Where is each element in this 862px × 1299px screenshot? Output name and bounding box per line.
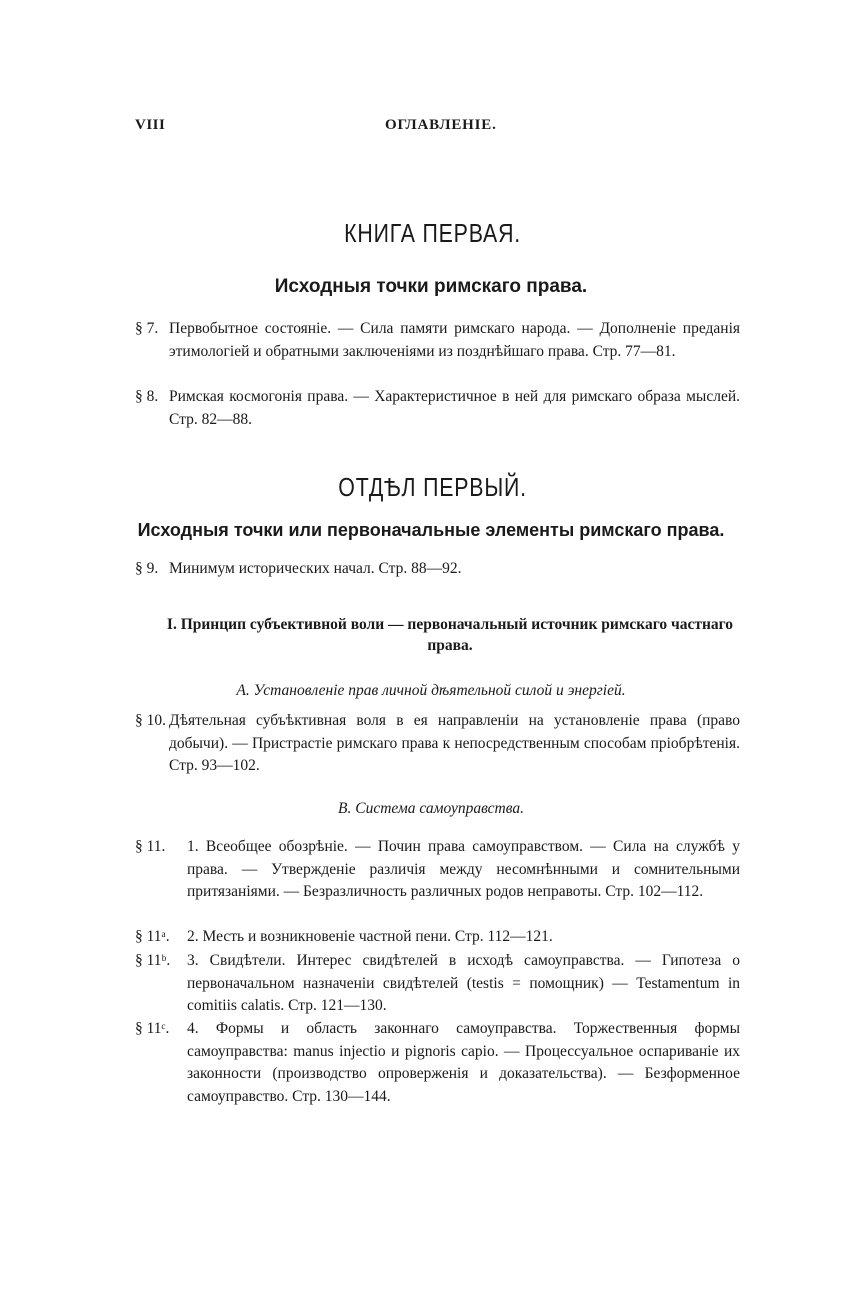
entry-body: Формы и область законнаго самоуправства. Торжественныя формы самоуправства: manus injectio и pignoris capio. — Процессуальное оспариваніе их законности (производство опроверженія и доказательства). — Безформенное самоуправство. Стр. 130—144. (187, 1020, 740, 1105)
section-symbol: § 10. (135, 712, 166, 729)
toc-entry (135, 386, 740, 431)
division-title: ОТДѢЛ ПЕРВЫЙ. (338, 472, 527, 502)
entry-body: Месть и возникновеніе частной пени. Стр. 112—121. (202, 928, 553, 945)
running-title: ОГЛАВЛЕНІЕ. (385, 117, 497, 133)
section-symbol (135, 950, 170, 973)
subsection-b-title: B. Система самоуправства. (338, 800, 524, 817)
book-title: КНИГА ПЕРВАЯ. (344, 218, 522, 248)
item-number: 3. (187, 952, 199, 969)
entry-text: Дѣятельная субъѣктивная воля в ея направленіи на установленіе права (право добычи). — Пристрастіе римскаго права к непосредственным способам пріобрѣтенія. Стр. 93—102. (169, 712, 740, 774)
section-symbol (135, 926, 170, 949)
item-number: 1. (187, 838, 199, 855)
entry-text (187, 836, 740, 904)
toc-entry (135, 710, 740, 778)
entry-text: Минимум исторических начал. Стр. 88—92. (169, 560, 462, 577)
entry-body: Свидѣтели. Интерес свидѣтелей в исходѣ самоуправства. — Гипотеза о первоначальном назначеніи свидѣтелей (testis = помощник) — Testamentum in comitiis calatis. Стр. 121—130. (187, 952, 740, 1014)
division-subtitle: Исходныя точки или первоначальные элементы римскаго права. (137, 520, 725, 540)
section-symbol-text: § 11ᵃ. (135, 928, 170, 945)
book-subtitle: Исходныя точки римскаго права. (274, 276, 588, 297)
page-number: VIII (135, 117, 166, 133)
toc-entry (135, 836, 740, 904)
item-number: 2. (187, 928, 199, 945)
entry-text: Римская космогонія права. — Характеристичное в ней для римскаго образа мыслей. Стр. 82—88. (169, 388, 740, 428)
toc-entry (135, 950, 740, 1018)
entry-text (187, 926, 740, 949)
section-symbol: § 7. (135, 320, 159, 337)
item-number: 4. (187, 1020, 199, 1037)
toc-entry (135, 1018, 740, 1108)
section-symbol (135, 1018, 169, 1041)
entry-text (187, 1018, 740, 1108)
entry-text (187, 950, 740, 1018)
toc-entry (135, 318, 740, 363)
entry-body: Всеобщее обозрѣніе. — Почин права самоуправством. — Сила на службѣ у права. — Утвержденіе различія между несомнѣнными и сомнительными притязаніями. — Безразличность различных родов неправоты. Стр. 102—112. (187, 838, 740, 900)
section-symbol: § 8. (135, 388, 159, 405)
section-symbol-text: § 11ᶜ. (135, 1020, 170, 1037)
toc-entry (135, 926, 740, 949)
toc-entry (135, 558, 740, 581)
subsection-a-title: A. Установленіе прав личной дѣятельной силой и энергіей. (236, 682, 626, 699)
section-title: I. Принцип субъективной воли — первоначальный источник римскаго частнаго права. (166, 616, 734, 654)
section-symbol-text: § 11. (135, 838, 166, 855)
section-symbol-text: § 11ᵇ. (135, 952, 171, 969)
section-symbol (135, 836, 165, 859)
section-symbol: § 9. (135, 560, 159, 577)
entry-text: Первобытное состояніе. — Сила памяти римскаго народа. — Дополненіе преданія этимологіей и обратными заключеніями из позднѣйшаго права. Стр. 77—81. (169, 320, 740, 360)
